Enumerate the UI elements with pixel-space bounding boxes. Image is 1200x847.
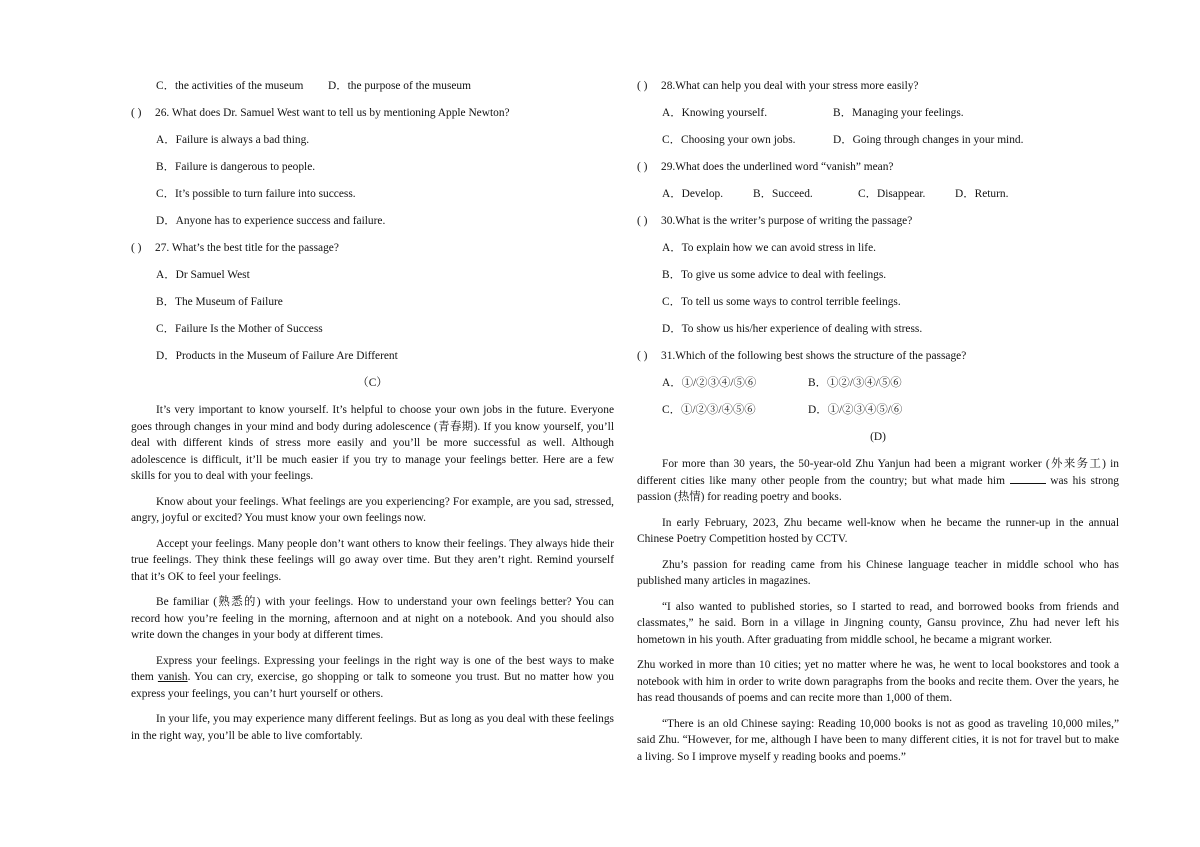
q31-option-d: D．①/②③④⑤/⑥ xyxy=(808,404,903,416)
q28-option-b: B．Managing your feelings. xyxy=(833,107,964,119)
underlined-word: vanish xyxy=(157,671,188,683)
paragraph-text: . You can cry, exercise, go shopping or talk to someone you trust. But no matter how you express your feelings, you can’t hurt yourself or others. xyxy=(131,671,614,700)
passage-c-paragraph-2: Know about your feelings. What feelings are you experiencing? For example, are you sad, stressed, angry, joyful or excited? You must know your own feelings now. xyxy=(131,495,614,524)
passage-d-paragraph-2: In early February, 2023, Zhu became well-know when he became the runner-up in the annual Chinese Poetry Competition hosted by CCTV. xyxy=(637,516,1119,545)
answer-blank[interactable]: ( ) xyxy=(131,107,142,119)
question-stem: 28.What can help you deal with your stress more easily? xyxy=(661,80,919,92)
left-column xyxy=(131,78,614,753)
q26-option-b: B．Failure is dangerous to people. xyxy=(156,161,316,173)
q30-option-d: D．To show us his/her experience of dealing with stress. xyxy=(662,323,923,335)
answer-blank[interactable]: ( ) xyxy=(131,242,142,254)
q27-option-b: B．The Museum of Failure xyxy=(156,296,283,308)
q29-option-c: C．Disappear. xyxy=(858,188,926,200)
q29-option-b: B．Succeed. xyxy=(753,188,813,200)
passage-d-paragraph-5: Zhu worked in more than 10 cities; yet no matter where he was, he went to local bookstores and took a notebook with him in order to write down paragraphs from the books and recite them. Over the years, he has read thousands of poems and can recite more than 1,000 of them. xyxy=(637,659,1119,704)
q27-option-a: A．Dr Samuel West xyxy=(156,269,250,281)
passage-d-paragraph-3: Zhu’s passion for reading came from his Chinese language teacher in middle school who has published many articles in magazines. xyxy=(637,558,1119,587)
q31-option-a: A．①/②③④/⑤⑥ xyxy=(662,377,757,389)
q31-option-b: B．①②/③④/⑤⑥ xyxy=(808,377,902,389)
q25-options-cd xyxy=(131,78,614,95)
passage-c-paragraph-4: Be familiar (熟悉的) with your feelings. How to understand your own feelings better? You can record how you’re feeling in the morning, afternoon and at night on a notebook. And you should also write down the changes in your body at different times. xyxy=(131,596,614,641)
q31-option-c: C．①/②③/④⑤⑥ xyxy=(662,404,756,416)
q30-option-a: A．To explain how we can avoid stress in life. xyxy=(662,242,876,254)
q25-option-d: D．the purpose of the museum xyxy=(328,80,471,92)
fill-in-blank[interactable] xyxy=(1010,473,1046,484)
q26-option-a: A．Failure is always a bad thing. xyxy=(156,134,310,146)
answer-blank[interactable]: ( ) xyxy=(637,80,648,92)
answer-blank[interactable]: ( ) xyxy=(637,215,648,227)
question-stem: 30.What is the writer’s purpose of writing the passage? xyxy=(661,215,913,227)
q26-option-c: C．It’s possible to turn failure into success. xyxy=(156,188,356,200)
q28-option-d: D．Going through changes in your mind. xyxy=(833,134,1024,146)
question-28 xyxy=(637,78,1119,95)
question-stem: 31.Which of the following best shows the structure of the passage? xyxy=(661,350,967,362)
q25-option-c: C．the activities of the museum xyxy=(156,80,304,92)
q29-option-d: D．Return. xyxy=(955,188,1009,200)
paragraph-text: was his strong passion (热情) for reading poetry and books. xyxy=(637,474,1119,503)
question-29 xyxy=(637,159,1119,176)
passage-d-paragraph-4: “I also wanted to published stories, so I started to read, and borrowed books from friends and classmates,” he said. Born in a village in Jingning county, Gansu province, Zhu had never left his hometown in his youth. After graduating from middle school, he became a migrant worker. xyxy=(637,600,1119,646)
q31-options-ab xyxy=(637,375,1119,392)
paragraph-text: Express your feelings. Expressing your feelings in the right way is one of the best ways to make them xyxy=(131,654,614,683)
passage-d-paragraph-1 xyxy=(637,456,1119,506)
q26-option-d: D．Anyone has to experience success and failure. xyxy=(156,215,386,227)
question-31 xyxy=(637,348,1119,365)
q29-options xyxy=(637,186,1119,203)
q29-option-a: A．Develop. xyxy=(662,188,724,200)
passage-c-paragraph-5 xyxy=(131,653,614,703)
question-26 xyxy=(131,105,614,122)
answer-blank[interactable]: ( ) xyxy=(637,161,648,173)
answer-blank[interactable]: ( ) xyxy=(637,350,648,362)
section-d-heading: (D) xyxy=(870,431,886,443)
passage-d-paragraph-6: “There is an old Chinese saying: Reading 10,000 books is not as good as traveling 10,000 miles,” said Zhu. “However, for me, although I have been to many different cities, it is not for travel but to make a living. So I improve myself y reading books and poems.” xyxy=(637,717,1119,763)
q30-option-b: B．To give us some advice to deal with feelings. xyxy=(662,269,887,281)
q31-options-cd xyxy=(637,402,1119,419)
question-stem: 29.What does the underlined word “vanish” mean? xyxy=(661,161,894,173)
q28-option-a: A．Knowing yourself. xyxy=(662,107,768,119)
passage-c-paragraph-3: Accept your feelings. Many people don’t want others to know their feelings. They always hide their true feelings. They think these feelings will go away over time. But they aren’t right. Remind yourself that it’s OK to feel your feelings. xyxy=(131,537,614,583)
paragraph-text: For more than 30 years, the 50-year-old Zhu Yanjun had been a migrant worker (外来务工) in different cities like many other people from the country; but what made him xyxy=(637,458,1119,487)
q27-option-c: C．Failure Is the Mother of Success xyxy=(156,323,323,335)
passage-c-paragraph-6: In your life, you may experience many different feelings. But as long as you deal with these feelings in the right way, you’ll be able to live comfortably. xyxy=(131,713,614,742)
right-column xyxy=(637,78,1119,774)
question-30 xyxy=(637,213,1119,230)
question-27 xyxy=(131,240,614,257)
q30-option-c: C．To tell us some ways to control terrible feelings. xyxy=(662,296,901,308)
q28-options-ab xyxy=(637,105,1119,122)
q28-option-c: C．Choosing your own jobs. xyxy=(662,134,796,146)
question-stem: 27. What’s the best title for the passage? xyxy=(155,242,339,254)
question-stem: 26. What does Dr. Samuel West want to tell us by mentioning Apple Newton? xyxy=(155,107,510,119)
section-c-heading: （C） xyxy=(357,377,388,389)
q28-options-cd xyxy=(637,132,1119,149)
q27-option-d: D．Products in the Museum of Failure Are Different xyxy=(156,350,398,362)
passage-c-paragraph-1: It’s very important to know yourself. It’s helpful to choose your own jobs in the future. Everyone goes through changes in your mind and body during adolescence (青春期). If you know yourself, you’ll deal with different kinds of stress more easily and you’ll be more successful as well. Although adolescence is difficult, it’ll be much easier if you try to manage your feelings better. Here are a few skills for you to deal with your feelings. xyxy=(131,404,614,482)
